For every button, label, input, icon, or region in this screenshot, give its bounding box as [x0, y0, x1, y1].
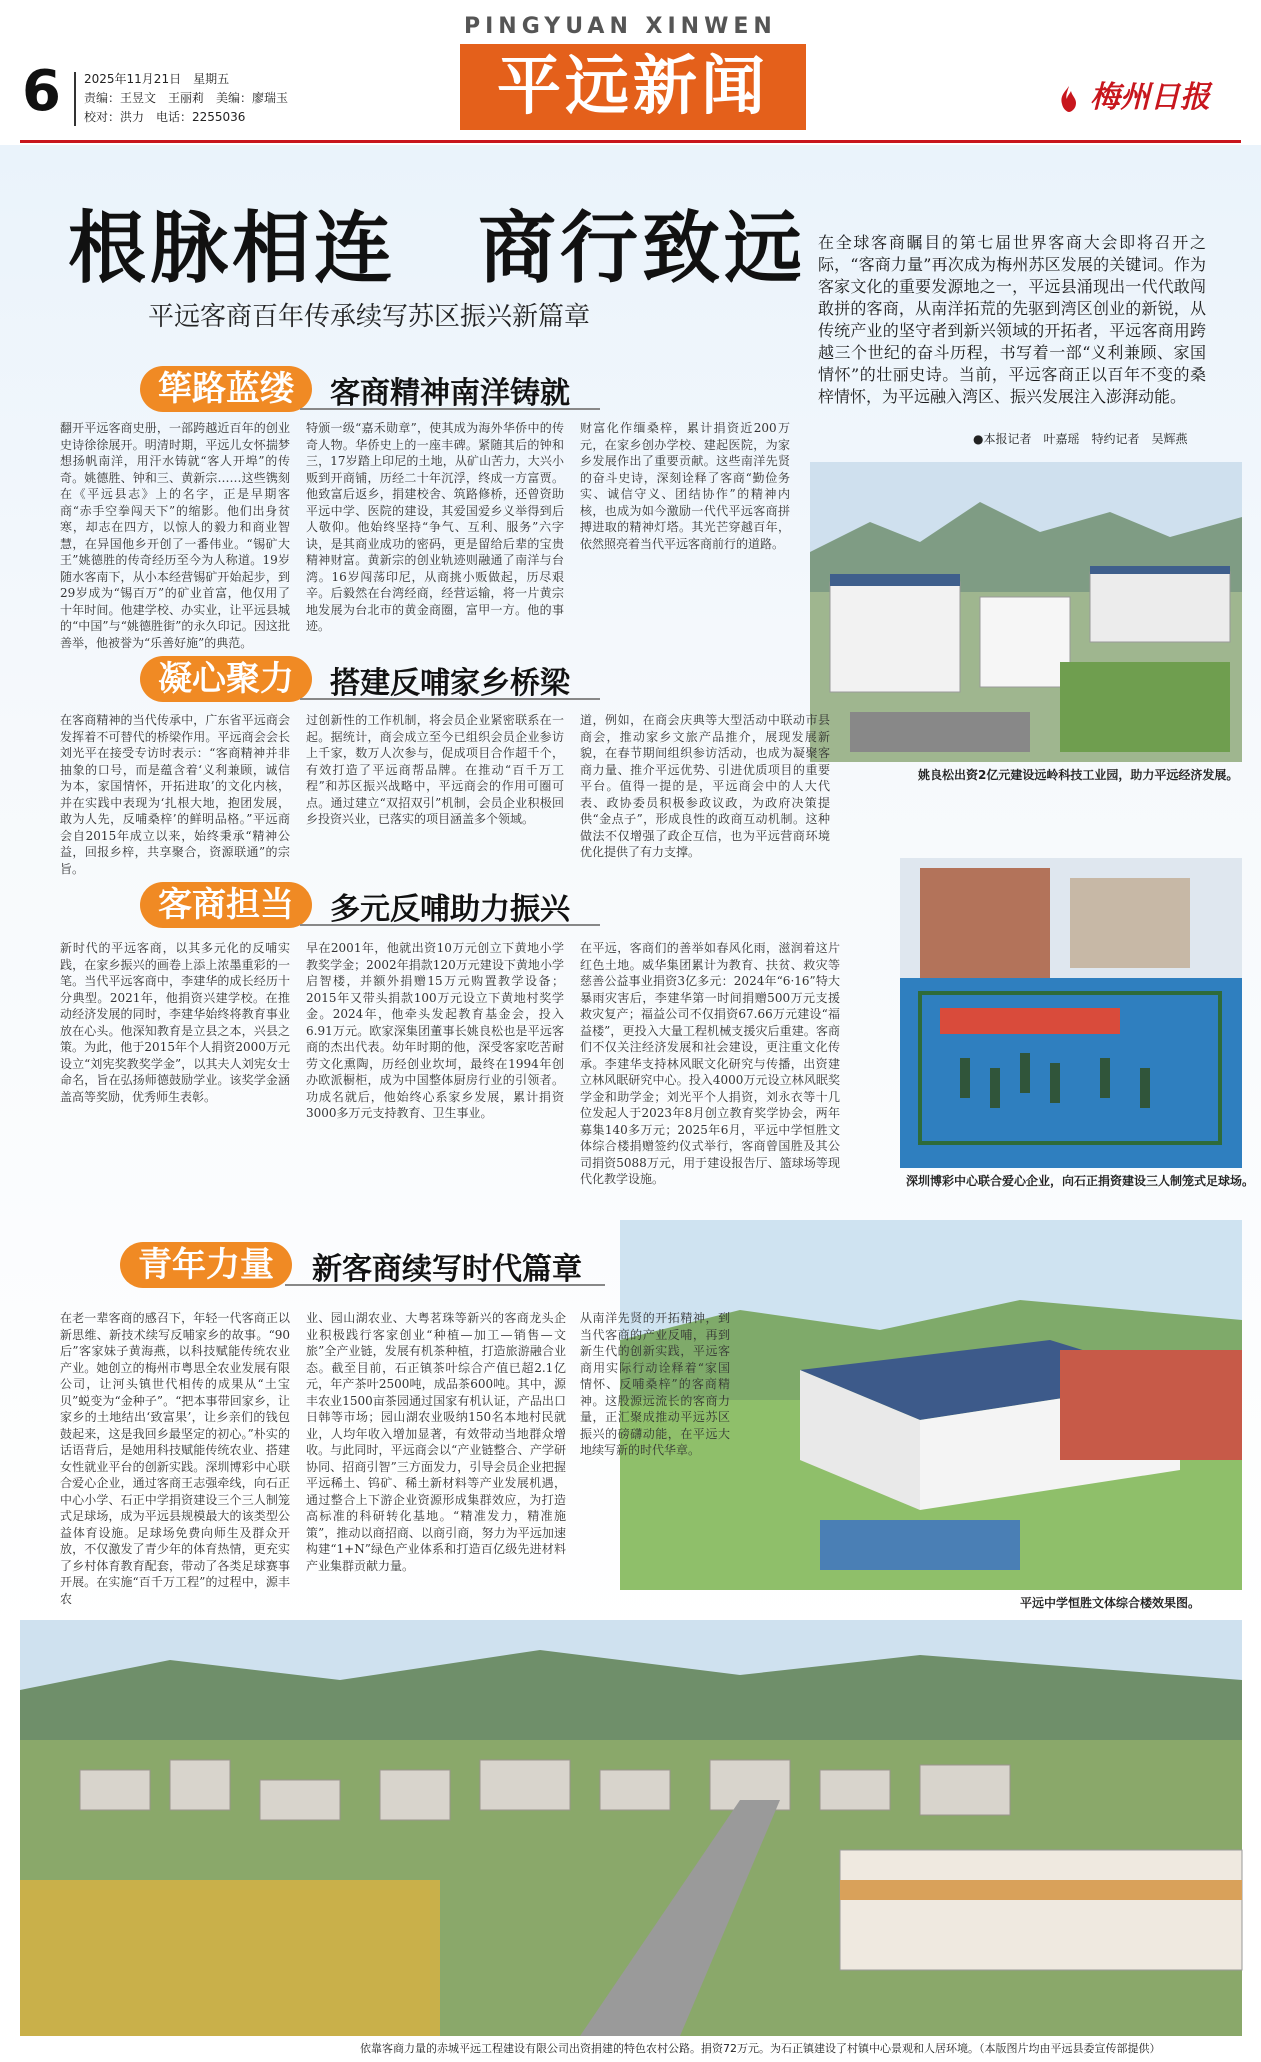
- masthead-pinyin: PINGYUAN XINWEN: [464, 14, 777, 39]
- section1-col3: 财富化作缅桑梓，累计捐资近200万元，在家乡创办学校、建起医院，为家乡发展作出了重要贡献。这些南洋先贤的奋斗史诗，深刻诠释了客商“勤俭务实、诚信守义、团结协作”的精神内核，也成为如今激励一代代平远客商拼搏进取的精神灯塔。其光芒穿越百年，依然照亮着当代平远客商前行的道路。: [580, 421, 790, 551]
- section1-col2: 特颁一级“嘉禾勋章”，使其成为海外华侨中的传奇人物。华侨史上的一座丰碑。紧随其后的钟和三，17岁踏上印尼的土地，从矿山苦力，大兴小贩到开商铺，历经二十年沉浮，终成一方富贾。他致富后返乡，捐建校舍、筑路修桥，还曾资助平远中学、医院的建设，其爱国爱乡义举得到后人敬仰。他始终坚持“争气、互利、服务”六字诀，是其商业成功的密码，更是留给后辈的宝贵精神财富。黄新宗的创业轨迹则融通了南洋与台湾。16岁闯荡印尼，从商挑小贩做起，历尽艰辛。后毅然在台湾经商，经营运输，将一片黄宗地发展为台北市的黄金商圈，富甲一方。他的事迹。: [306, 421, 564, 633]
- article-subtitle: 平远客商百年传承续写苏区振兴新篇章: [148, 302, 591, 332]
- section3-title: 多元反哺助力振兴: [330, 892, 570, 927]
- date-line: 2025年11月21日 星期五: [84, 72, 230, 86]
- caption-photo3: 平远中学恒胜文体综合楼效果图。: [1020, 1596, 1201, 1610]
- section3-col3: 在平远，客商们的善举如春风化雨，滋润着这片红色土地。威华集团累计为教育、扶贫、救灾等慈善公益事业捐资3亿多元：2024年“6·16”特大暴雨灾害后，李建华第一时间捐赠500万元支援救灾复产；福益公司不仅捐资67.66万元建设“福益楼”，更投入大量工程机械支援灾后重建。客商们不仅关注经济发展和社会建设，更注重文化传承。李建华支持林风眠文化研究与传播，出资建立林风眠研究中心。投入4000万元设立林风眠奖学金和助学金；刘光平个人捐资，刘永衣等十几位发起人于2023年8月创立教育奖学协会，两年募集140多万元；2025年6月，平远中学恒胜文体综合楼捐赠签约仪式举行，客商曾国胜及其公司捐资5088万元，用于建设报告厅、篮球场等现代化教学设施。: [580, 941, 840, 1186]
- caption-photo2: 深圳博彩中心联合爱心企业，向石正捐资建设三人制笼式足球场。: [906, 1174, 1255, 1188]
- masthead: 平远新闻: [460, 44, 806, 130]
- photo-industrial-park: [810, 462, 1242, 762]
- flame-icon: [1054, 84, 1084, 114]
- photo-football-field: [900, 858, 1242, 1168]
- section1-title: 客商精神南洋铸就: [330, 376, 570, 411]
- section2-col1: 在客商精神的当代传承中，广东省平远商会发挥着不可替代的桥梁作用。平远商会会长刘光平在接受专访时表示：“客商精神并非抽象的口号，而是蕴含着‘义利兼顾，诚信为本，家国情怀，开拓进取’的文化内核，并在实践中表现为‘扎根大地，抱团发展，敢为人先，反哺桑梓’的鲜明品格。”平远商会自2015年成立以来，始终秉承“精神公益，回报乡梓，共享聚合，资源联通”的宗旨。: [60, 713, 290, 876]
- section3-col2: 早在2001年，他就出资10万元创立下黄地小学教奖学金；2002年捐款120万元建设下黄地小学启智楼，并额外捐赠15万元购置教学设备；2015年又带头捐款100万元设立下黄地村奖学金。2024年，他牵头发起教育基金会，投入6.91万元。欧家深集团董事长姚良松也是平远客商的杰出代表。幼年时期的他，深受客家吃苦耐劳文化熏陶，历经创业坎坷，最终在1994年创办欧派橱柜，成为中国整体厨房行业的引领者。功成名就后，他始终心系家乡发展，累计捐资3000多万元支持教育、卫生事业。: [306, 941, 564, 1120]
- header-rule: [20, 140, 1241, 143]
- section2-title: 搭建反哺家乡桥梁: [330, 666, 570, 701]
- paper-logo-text: 梅州日报: [1090, 80, 1210, 115]
- section2-tag: 凝心聚力: [140, 656, 312, 702]
- paper-logo: [1054, 72, 1210, 116]
- section4-col2: 业、园山湖农业、大粤茗珠等新兴的客商龙头企业积极践行客家创业“种植—加工—销售—文旅”全产业链，发展有机茶种植，打造旅游融合业态。截至目前，石正镇茶叶综合产值已超2.1亿元，年产茶叶2500吨，成品茶600吨。其中，源丰农业1500亩茶园通过国家有机认证，产品出口日韩等市场；园山湖农业吸纳150名本地村民就业，人均年收入增加显著，有效带动当地群众增收。与此同时，平远商会以“产业链整合、产学研协同、招商引智”三方面发力，引导会员企业把握平远稀土、钨矿、稀土新材料等产业发展机遇，通过整合上下游企业资源形成集群效应，为打造高标准的科研转化基地。“精准发力，精准施策”，推动以商招商、以商引商，努力为平远加速构建“1+N”绿色产业体系和打造百亿级先进材料产业集群贡献力量。: [306, 1311, 566, 1573]
- caption-bottom: 依靠客商力量的赤城平远工程建设有限公司出资捐建的特色农村公路。捐资72万元。为石正镇建设了村镇中心景观和人居环境。（本版图片均由平远县委宣传部提供）: [360, 2042, 1161, 2055]
- section4-col1: 在老一辈客商的感召下，年轻一代客商正以新思维、新技术续写反哺家乡的故事。“90后”客家妹子黄海燕，以科技赋能传统农业产业。她创立的梅州市粤思全农业发展有限公司，让河头镇世代相传的成果从“土宝贝”蜕变为“金种子”。“把本事带回家乡，让家乡的土地结出‘致富果’，让乡亲们的钱包鼓起来，这是我回乡最坚定的初心。”朴实的话语背后，是她用科技赋能传统农业、搭建女性就业平台的创新实践。深圳博彩中心联合爱心企业，通过客商王志强牵线，向石正中心小学、石正中学捐资建设三个三人制笼式足球场，成为平远县规模最大的该类型公益体育设施。足球场免费向师生及群众开放，不仅激发了青少年的体育热情，更充实了乡村体育教育配套，带动了各类足球赛事开展。在实施“百千万工程”的过程中，源丰农: [60, 1311, 290, 1606]
- article-title: 根脉相连 商行致远: [68, 203, 807, 294]
- byline: ●本报记者 叶嘉瑶 特约记者 吴辉燕: [973, 432, 1188, 446]
- section4-tag: 青年力量: [120, 1242, 292, 1288]
- section3-col1: 新时代的平远客商，以其多元化的反哺实践，在家乡振兴的画卷上添上浓墨重彩的一笔。当代平远客商中，李建华的成长经历十分典型。2021年，他捐资兴建学校。在推动经济发展的同时，李建华始终将教育事业放在心头。他深知教育是立县之本，兴县之策。为此，他于2015年个人捐资2000万元设立“刘宪奖教奖学金”，以其夫人刘宪女士命名，旨在弘扬师德鼓励学业。该奖学金涵盖高等奖励，优秀师生表彰。: [60, 941, 290, 1104]
- section2-col3: 道，例如，在商会庆典等大型活动中联动市县商会，推动家乡文旅产品推介，展现发展新貌，在春节期间组织参访活动，也成为凝聚客商力量、推介平远优势、引进优质项目的重要平台。值得一提的是，平远商会中的人大代表、政协委员积极参政议政，为政府决策提供“金点子”，形成良性的政商互动机制。这种做法不仅增强了政企互信，也为平远营商环境优化提供了有力支撑。: [580, 713, 830, 859]
- section1-tag: 筚路蓝缕: [140, 366, 312, 412]
- header-divider: [74, 72, 76, 126]
- photo-town-panorama: [20, 1620, 1242, 2036]
- editor-line: 责编：王昱文 王丽莉 美编：廖瑞玉: [84, 91, 289, 105]
- section1-col1: 翻开平远客商史册，一部跨越近百年的创业史诗徐徐展开。明清时期，平远儿女怀揣梦想扬帆南洋，用汗水铸就“客人开埠”的传奇。姚德胜、钟和三、黄新宗……这些镌刻在《平远县志》上的名字，正是早期客商“赤手空拳闯天下”的缩影。他们出身贫寒，却志在四方，以惊人的毅力和商业智慧，在异国他乡开创了一番伟业。“锡矿大王”姚德胜的传奇经历至今为人称道。19岁随水客南下，从小本经营锡矿开始起步，到29岁成为“锡百万”的矿业首富，他仅用了十年时间。他建学校、办实业，让平远县城的“中国”与“姚德胜街”的永久印记。因这批善举，他被誉为“乐善好施”的典范。: [60, 421, 290, 650]
- section4-title: 新客商续写时代篇章: [312, 1252, 582, 1287]
- section3-tag: 客商担当: [140, 882, 312, 928]
- page-number: 6: [22, 59, 61, 124]
- proof-line: 校对：洪力 电话：2255036: [84, 110, 246, 124]
- section2-col2: 过创新性的工作机制，将会员企业紧密联系在一起。据统计，商会成立至今已组织会员企业参访上千家，数万人次参与，促成项目合作超千个，有效打造了平远商帮品牌。在推动“百千万工程”和苏区振兴战略中，平远商会的作用可圈可点。通过建立“双招双引”机制，会员企业积极回乡投资兴业，已落实的项目涵盖多个领域。: [306, 713, 564, 826]
- section4-col3: 从南洋先贤的开拓精神，到当代客商的产业反哺，再到新生代的创新实践，平远客商用实际行动诠释着“家国情怀、反哺桑梓”的客商精神。这股源远流长的客商力量，正汇聚成推动平远苏区振兴的磅礴动能，在平远大地续写新的时代华章。: [580, 1311, 730, 1457]
- caption-photo1: 姚良松出资2亿元建设远岭科技工业园，助力平远经济发展。: [918, 768, 1239, 782]
- article-intro: 在全球客商瞩目的第七届世界客商大会即将召开之际，“客商力量”再次成为梅州苏区发展的关键词。作为客家文化的重要发源地之一，平远县涌现出一代代敢闯敢拼的客商，从南洋拓荒的先驱到湾区创业的新锐，从传统产业的坚守者到新兴领域的开拓者，平远客商用跨越三个世纪的奋斗历程，书写着一部“义利兼顾、家国情怀”的壮丽史诗。当前，平远客商正以百年不变的桑梓情怀，为平远融入湾区、振兴发展注入澎湃动能。: [818, 233, 1206, 406]
